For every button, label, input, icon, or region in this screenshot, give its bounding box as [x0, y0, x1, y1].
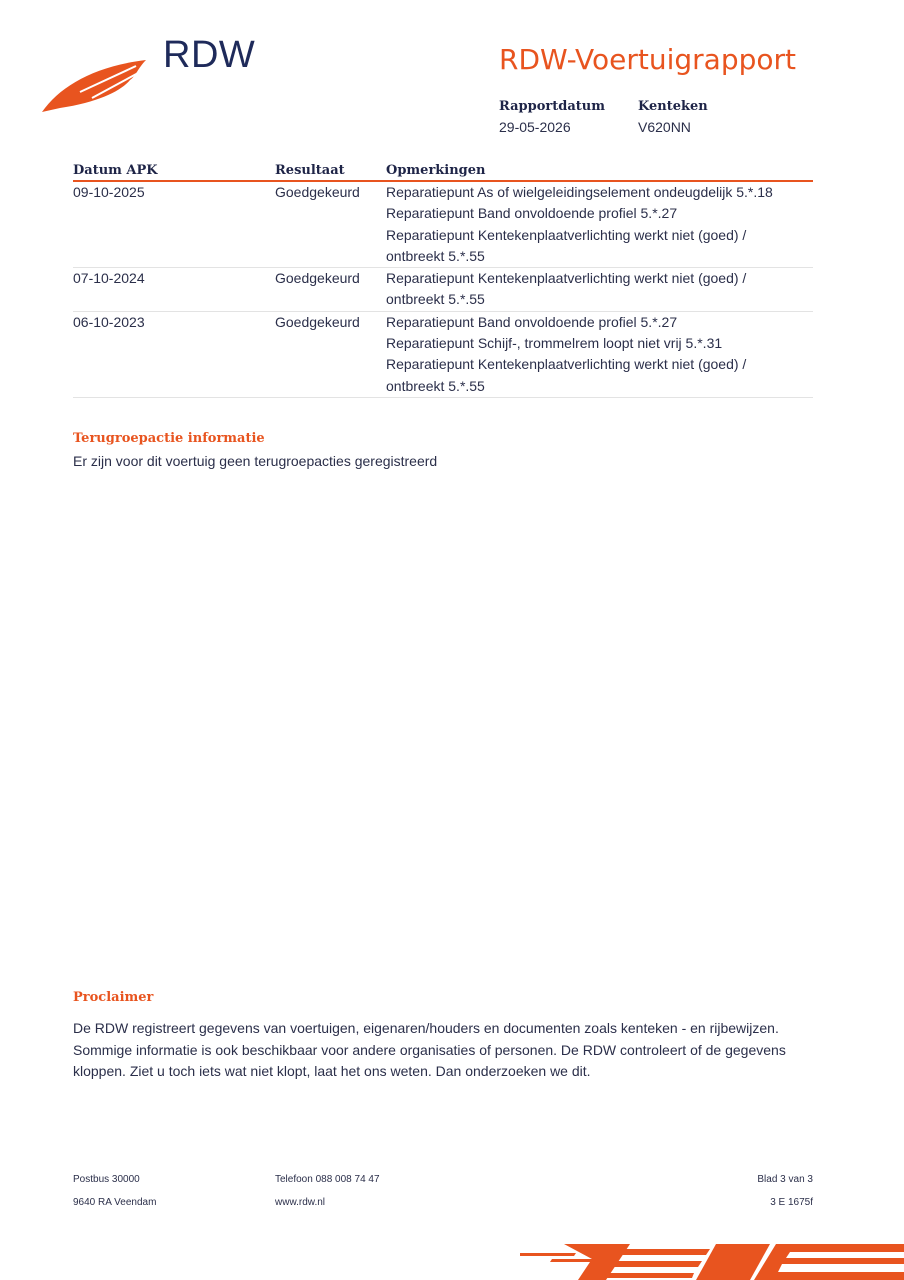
report-date-label: Rapportdatum — [499, 99, 605, 114]
table-row — [73, 182, 813, 268]
table-row — [73, 268, 813, 312]
recall-text: Er zijn voor dit voertuig geen terugroepacties geregistreerd — [73, 453, 438, 469]
report-date-value: 29-05-2026 — [499, 119, 571, 135]
remark: Reparatiepunt Band onvoldoende profiel 5.*.27 — [386, 313, 678, 330]
remark: Reparatiepunt As of wielgeleidingselement ondeugdelijk 5.*.18 — [386, 184, 773, 200]
apk-result: Goedgekeurd — [275, 270, 360, 287]
column-header-remarks: Opmerkingen — [386, 163, 486, 178]
table-row — [73, 312, 813, 398]
apk-result: Goedgekeurd — [275, 313, 360, 330]
proclaimer-title: Proclaimer — [73, 990, 154, 1005]
plate-value: V620NN — [638, 119, 691, 135]
remark: Reparatiepunt Schijf-, trommelrem loopt niet vrij 5.*.31 — [386, 335, 723, 352]
apk-date: 07-10-2024 — [73, 270, 145, 287]
plate-label: Kenteken — [638, 99, 708, 114]
apk-remarks — [386, 312, 813, 397]
rdw-logo-mark — [40, 56, 152, 116]
remark: Reparatiepunt Band onvoldoende profiel 5.*.27 — [386, 205, 678, 222]
footer-website-link[interactable]: www.rdw.nl — [275, 1197, 326, 1208]
footer-address-line-1: Postbus 30000 — [73, 1174, 140, 1185]
apk-result: Goedgekeurd — [275, 184, 360, 200]
remark: Reparatiepunt Kentekenplaatverlichting werkt niet (goed) / ontbreekt 5.*.55 — [386, 226, 747, 264]
column-header-date: Datum APK — [73, 163, 158, 178]
apk-date: 06-10-2023 — [73, 313, 145, 330]
column-header-result: Resultaat — [275, 163, 345, 178]
table-header — [73, 160, 813, 182]
proclaimer-text: De RDW registreert gegevens van voertuigen, eigenaren/houders en documenten zoals kenteken - en rijbewijzen. Sommige informatie is ook beschikbaar voor andere organisaties of personen. De RDW controleert of de gegevens kloppen. Ziet u toch iets wat niet klopt, laat het ons weten. Dan onderzoeken we dit. — [73, 1020, 786, 1079]
report-title: RDW-Voertuigrapport — [499, 43, 796, 76]
footer-page-number: Blad 3 van 3 — [757, 1174, 813, 1185]
footer-phone: Telefoon 088 008 74 47 — [275, 1174, 380, 1185]
apk-date: 09-10-2025 — [73, 184, 145, 200]
apk-table — [73, 160, 813, 398]
apk-remarks — [386, 182, 813, 267]
footer-address-line-2: 9640 RA Veendam — [73, 1197, 157, 1208]
recall-section-title: Terugroepactie informatie — [73, 431, 265, 446]
remark: Reparatiepunt Kentekenplaatverlichting werkt niet (goed) / ontbreekt 5.*.55 — [386, 356, 747, 394]
brand-name: RDW — [163, 34, 256, 76]
apk-remarks — [386, 268, 813, 311]
footer-stripes-graphic — [520, 1244, 904, 1280]
footer-document-code: 3 E 1675f — [770, 1197, 813, 1208]
remark: Reparatiepunt Kentekenplaatverlichting werkt niet (goed) / ontbreekt 5.*.55 — [386, 270, 747, 308]
